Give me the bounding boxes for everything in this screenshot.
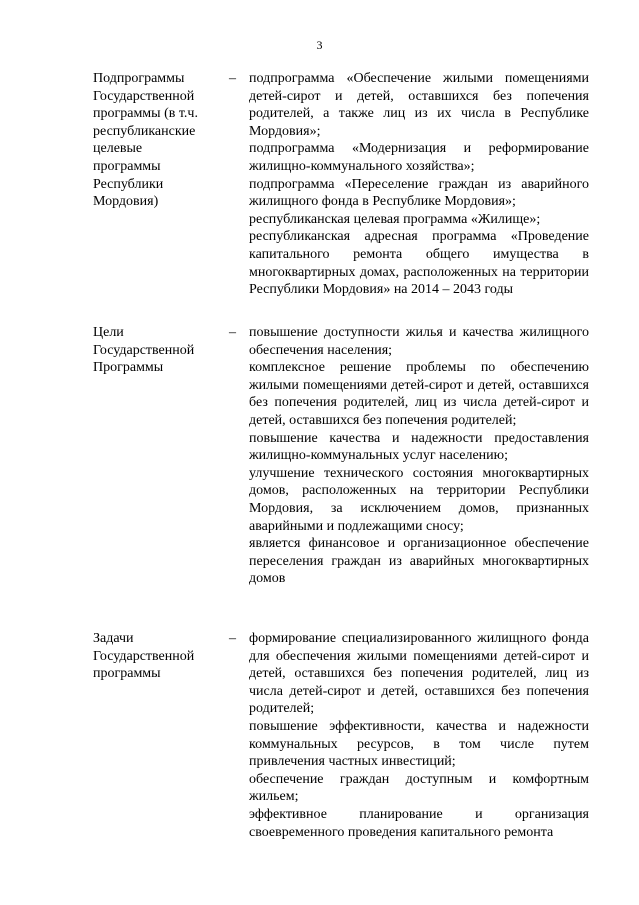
label-line: Подпрограммы bbox=[93, 71, 185, 86]
paragraph: является финансовое и организационное обеспечение переселения граждан из аварийных многоквартирных домов bbox=[249, 536, 589, 587]
label-line: программы bbox=[93, 158, 161, 174]
label-line: Государственной bbox=[93, 648, 195, 664]
label-line: Республики bbox=[93, 176, 164, 192]
paragraph: обеспечение граждан доступным и комфортным жильем; bbox=[249, 771, 589, 805]
section-content bbox=[249, 70, 589, 299]
label-line: Задачи bbox=[93, 631, 134, 646]
paragraph: подпрограмма «Переселение граждан из аварийного жилищного фонда в Республике Мордовия»; bbox=[249, 176, 589, 210]
label-line: целевые bbox=[93, 141, 143, 157]
paragraph: улучшение технического состояния многоквартирных домов, расположенных на территории Республики Мордовия, за исключением домов, признанных аварийными и подлежащими сносу; bbox=[249, 465, 589, 534]
paragraph: повышение доступности жилья и качества жилищного обеспечения населения; bbox=[249, 325, 589, 358]
section-label bbox=[93, 70, 221, 211]
section-content bbox=[249, 630, 589, 841]
paragraph: повышение качества и надежности предоставления жилищно-коммунальных услуг населению; bbox=[249, 430, 589, 464]
label-line: Мордовия) bbox=[93, 194, 159, 210]
section-content bbox=[249, 324, 589, 588]
label-line: Программы bbox=[93, 360, 164, 376]
paragraph: подпрограмма «Модернизация и реформирование жилищно-коммунального хозяйства»; bbox=[249, 141, 589, 174]
paragraph: эффективное планирование и организация своевременного проведения капитального ремонта bbox=[249, 806, 589, 840]
section-label bbox=[93, 630, 221, 683]
paragraph: подпрограмма «Обеспечение жилыми помещениями детей-сирот и детей, оставшихся без попечения родителей, а также лиц из их числа в Республике Мордовия»; bbox=[249, 71, 589, 139]
paragraph: республиканская целевая программа «Жилище»; bbox=[249, 211, 541, 227]
paragraph: республиканская адресная программа «Проведение капитального ремонта общего имущества в многоквартирных домах, расположенных на территории Республики Мордовия» на 2014 – 2043 годы bbox=[249, 229, 589, 298]
label-line: Цели bbox=[93, 325, 124, 340]
page-number: 3 bbox=[316, 38, 323, 52]
label-line: республиканские bbox=[93, 123, 196, 139]
label-line: Государственной bbox=[93, 88, 195, 104]
label-line: Государственной bbox=[93, 342, 195, 358]
label-line: программы bbox=[93, 666, 161, 682]
paragraph: комплексное решение проблемы по обеспечению жилыми помещениями детей-сирот и детей, оставшихся без попечения родителей, лиц из числа детей-сирот и детей, оставшихся без попечения родителей; bbox=[249, 360, 589, 428]
label-line: программы (в т.ч. bbox=[93, 106, 198, 122]
paragraph: формирование специализированного жилищного фонда для обеспечения жилыми помещениями детей-сирот и детей, оставшихся без попечения родителей, лиц из числа детей-сирот и детей, оставшихся без попечения родителей; bbox=[249, 631, 589, 717]
dash-separator: – bbox=[229, 325, 236, 340]
paragraph: повышение эффективности, качества и надежности коммунальных ресурсов, в том числе путем привлечения частных инвестиций; bbox=[249, 718, 589, 770]
dash-separator: – bbox=[229, 631, 236, 646]
dash-separator: – bbox=[229, 71, 236, 86]
section-label bbox=[93, 324, 221, 377]
